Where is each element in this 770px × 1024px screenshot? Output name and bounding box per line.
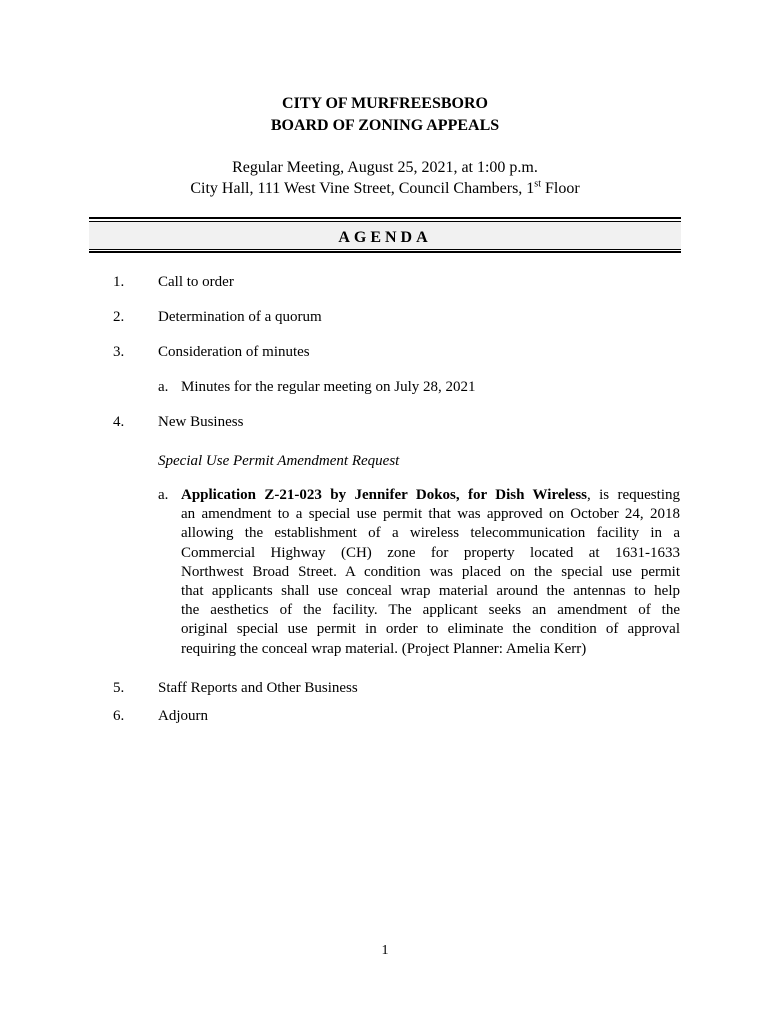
item-adjourn: Adjourn [158, 708, 208, 724]
meeting-date-line: Regular Meeting, August 25, 2021, at 1:00 p.m. [232, 159, 538, 176]
location-floor-text: Floor [540, 180, 580, 197]
item-number-2: 2. [113, 309, 125, 325]
banner-top-rule-thick [89, 217, 681, 219]
item-number-4: 4. [113, 414, 125, 430]
city-name-heading: CITY OF MURFREESBORO [282, 95, 488, 112]
location-text: City Hall, 111 West Vine Street, Council Chambers, 1 [190, 180, 535, 197]
application-title: Application Z-21-023 by Jennifer Dokos, for Dish Wireless [181, 487, 587, 503]
minutes-sub-item: Minutes for the regular meeting on July 28, 2021 [181, 379, 476, 395]
minutes-sub-label: a. [158, 379, 169, 395]
item-quorum: Determination of a quorum [158, 309, 322, 325]
application-paragraph [181, 486, 680, 659]
item-call-to-order: Call to order [158, 274, 234, 290]
item-minutes: Consideration of minutes [158, 344, 310, 360]
application-sub-label: a. [158, 487, 169, 503]
board-name-heading: BOARD OF ZONING APPEALS [270, 117, 500, 134]
paragraph-line: that applicants shall use conceal wrap material around the antennas to help [181, 582, 680, 599]
paragraph-line: the aesthetics of the facility. The applicant seeks an amendment of the [181, 602, 680, 619]
application-intro: , is requesting [587, 487, 680, 503]
paragraph-line: an amendment to a special use permit that was approved on October 24, 2018 [181, 506, 680, 523]
item-number-6: 6. [113, 708, 125, 724]
meeting-location-line [0, 178, 770, 199]
paragraph-line: Commercial Highway (CH) zone for property located at 1631-1633 [181, 544, 680, 561]
banner-bottom-rule-thick [89, 251, 681, 253]
item-number-3: 3. [113, 344, 125, 360]
paragraph-line: original special use permit in order to eliminate the condition of approval [181, 621, 680, 638]
item-new-business: New Business [158, 414, 244, 430]
paragraph-line: allowing the establishment of a wireless telecommunication facility in a [181, 525, 680, 542]
paragraph-line [181, 486, 680, 505]
item-number-5: 5. [113, 680, 125, 696]
ordinal-suffix: st [534, 178, 541, 190]
paragraph-line: Northwest Broad Street. A condition was placed on the special use permit [181, 563, 680, 580]
item-number-1: 1. [113, 274, 125, 290]
paragraph-line: requiring the conceal wrap material. (Project Planner: Amelia Kerr) [181, 640, 587, 657]
item-staff-reports: Staff Reports and Other Business [158, 680, 358, 696]
agenda-banner-title: AGENDA [338, 229, 432, 246]
banner-bottom-rule-thin [89, 249, 681, 250]
page-number: 1 [381, 943, 389, 958]
section-heading-special-use: Special Use Permit Amendment Request [158, 453, 400, 469]
